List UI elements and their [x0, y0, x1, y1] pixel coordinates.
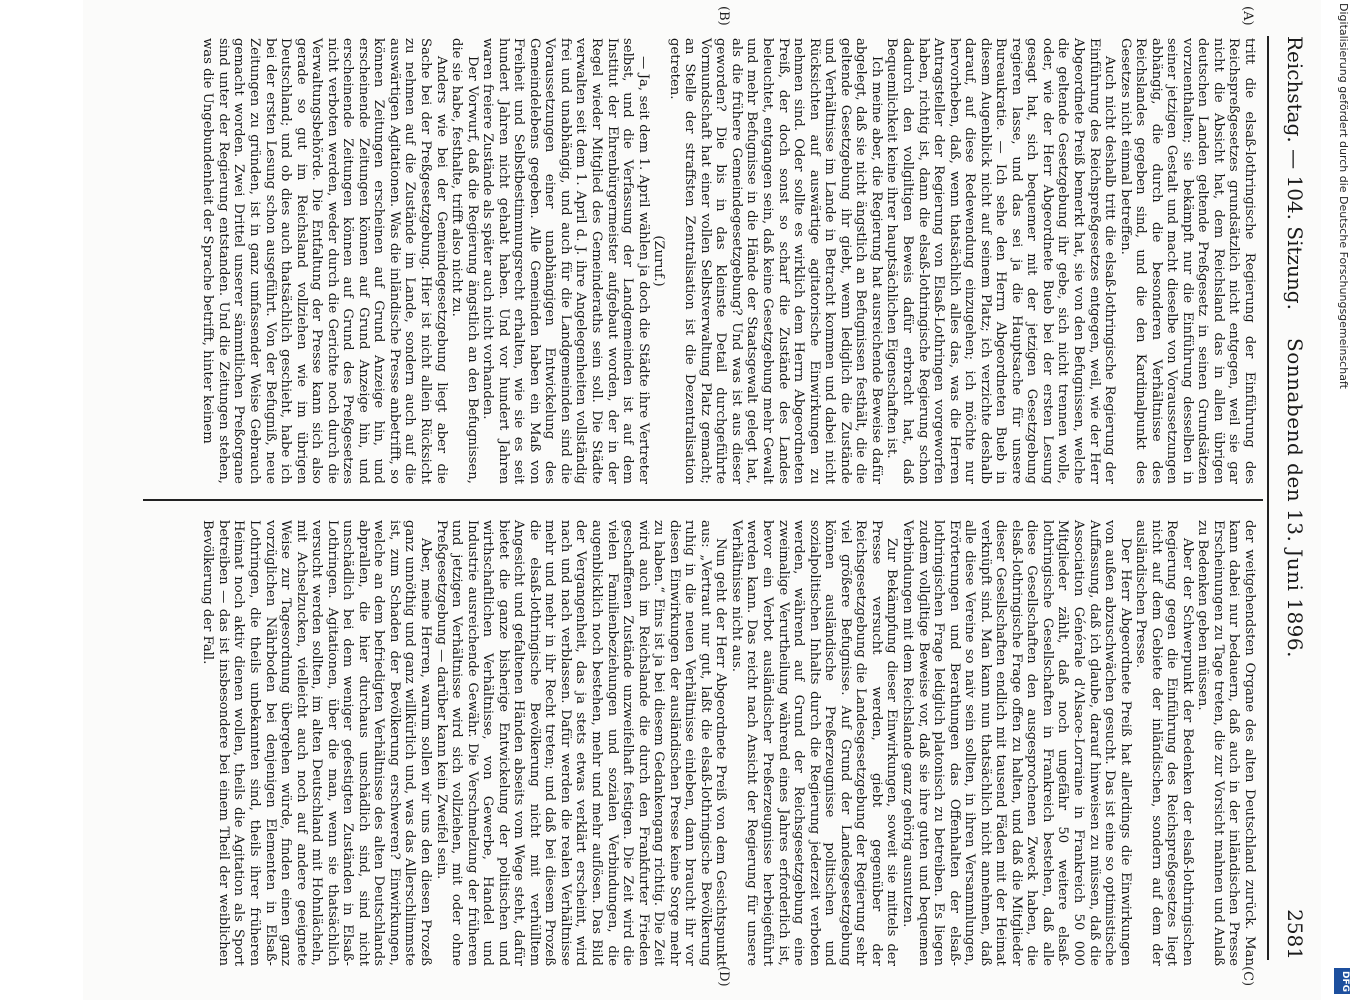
right-column: [200, 520, 1257, 966]
interjection: (Zuruf.): [651, 235, 667, 287]
paragraph: der weitgehendsten Organe des alten Deutschland zurück. Man kann dabei nur bedauern, daß auch in der inländischen Presse Erscheinungen zu Tage treten, die zur Vorsicht mahnen und Anlaß zu Bedenken geben müssen.: [1195, 520, 1257, 966]
paragraph: — Ja, seit dem 1. April wählen ja doch die Städte ihre Vertreter selbst, und die Verfassung der Landgemeinden ist auf dem Institut der Ehrenbürgermeister aufgebaut worden, der in der Regel wieder Mitglied des Gemeinderaths sein soll. Die Städte verwalten seit dem 1. April d. J. ihre Angelegenheiten vollständig frei und unabhängig, und auch für die Landgemeinden sind die Voraussetzungen einer unabhängigen Entwickelung des Gemeindelebens gegeben. Alle Gemeinden haben ein Maß von Freiheit und Selbstbestimmungsrecht erhalten, wie sie es seit hundert Jahren nicht gehabt haben. Und vor hundert Jahren waren freiere Zustände als später auch nicht vorhanden.: [480, 38, 651, 484]
paragraph: Aber, meine Herren, warum sollen wir uns den diesen Prozeß ganz unnöthig und ganz willkürlich und, was das Allerschlimmste ist, zum Schaden der Bevölkerung erschweren? Einwirkungen, welche an dem befriedigten Verhältnisse des alten Deutschlands abprallen, die hier durchaus unschädlich sind, sind nicht unschädlich bei dem weniger gefestigten Zuständen in Elsaß-Lothringen. Agitationen, über die man, wenn sie thatsächlich versucht werden sollten, im alten Deutschland mit Hohnlächeln, mit Achselzucken, vielleicht auch noch auf andere geeignete Weise zur Tagesordnung übergehen würde, finden einen ganz vorzüglichen Nährboden bei denjenigen Elementen in Elsaß-Lothringen, die theils unbekannten sind, theils ihrer früheren Heimat noch aktiv dienen wollen, theils die Agitation als Sport betreiben — das ist insbesondere bei einem Theil der weiblichen Bevölkerung der Fall.: [200, 520, 434, 966]
margin-mark-c: (C): [1240, 966, 1255, 987]
paragraph: Ich meine aber, die Regierung hat ausreichende Beweise dafür abgelegt, daß sie nicht ängstlich an Befugnissen festhält, die die geltende Gesetzgebung ihr giebt, wenn lediglich die Zustände und Verhältnisse im Lande in Betracht kommen und dabei nicht Rücksichten auf auswärtige agitatorische Einwirkungen zu nehmen sind. Oder sollte es wirklich dem Herrn Abgeordneten Preiß, der doch sonst so scharf die Zustände des Landes beleuchtet, entgangen sein, daß keine Gesetzgebung mehr Gewalt und mehr Befugnisse in die Hände der Staatsgewalt gelegt hat, als die frühere Gemeindegesetzgebung? Und was ist aus dieser geworden? Die bis in das kleinste Detail durchgeführte Vormundschaft hat einer vollen Selbstverwaltung Platz gemacht; an Stelle der straffsten Zentralisation ist die Dezentralisation getreten.: [666, 38, 884, 484]
dfg-logo-text: DFG: [1340, 971, 1350, 993]
margin-mark-a: (A): [1240, 6, 1255, 26]
paragraph: Nun geht der Herr Abgeordnete Preiß von dem Gesichtspunkt aus: „Vertraut nur gut, laßt die elsaß-lothringische Bevölkerung ruhig in die neuen Verhältnisse einleben, dann braucht ihr vor diesen Einwirkungen der ausländischen Presse keine Sorge mehr zu haben.“ Eins ist ja bei diesem Gedankengang richtig. Die Zeit wird auch im Reichslande die durch den Frankfurter Frieden geschaffenen Zustände unzweifelhaft festigen. Die Zeit wird die vielen Familienbeziehungen und sozialen Verbindungen, die augenblicklich noch bestehen, mehr und mehr auflösen. Das Bild der Vergangenheit, das ja stets etwas verklärt erscheint, wird nach und nach verblassen. Dafür werden die realen Verhältnisse mehr und mehr in ihr Recht treten; und daß bei diesem Prozeß die elsaß-lothringische Bevölkerung nicht mit verhülltem Angesicht und gefaltenen Händen abseits vom Wege steht, dafür bietet die ganze bisherige Entwickelung der politischen und wirthschaftlichen Verhältnisse, von Gewerbe, Handel und Industrie ausreichende Gewähr. Die Verschmelzung der früheren und jetzigen Verhältnisse wird sich vollziehen, mit oder ohne Preßgesetzgebung — darüber kann kein Zweifel sein.: [433, 520, 729, 966]
paragraph: Anders wie bei der Gemeindegesetzgebung liegt aber die Sache bei der Preßgesetzgebung. Hier ist nicht allein Rücksicht zu nehmen auf die Zustände im Lande, sondern auch auf die auswärtigen Agitationen. Was die inländische Presse anbetrifft, so können Zeitungen erscheinen auf Grund Anzeige hin, und erscheinende Zeitungen können auf Grund Anzeige hin, und erscheinende Zeitungen können auf Grund des Preßgesetzes nicht verboten werden, weder durch die Gerichte noch durch die Verwaltungsbehörde. Die Entfaltung der Presse kann sich also gerade so gut im Reichsland vollziehen wie im übrigen Deutschland; und ob dies auch thatsächlich geschieht, habe ich bei der ersten Lesung schon ausgeführt. Von der Befugniß, neue Zeitungen zu gründen, ist in ganz umfassender Weise Gebrauch gemacht worden. Zwei Drittel unserer sämmtlichen Preßorgane sind unter der Regierung entstanden. Und die Zeitungen stehen, was die Ungebundenheit der Sprache betrifft, hinter keinem: [200, 38, 449, 484]
digitization-credit-text: Digitalisierung gefördert durch die Deutsche Forschungsgemeinschaft: [1337, 3, 1350, 389]
paragraph: Der Vorwurf, daß die Regierung ängstlich an den Befugnissen, die sie habe, festhalte, trifft also nicht zu.: [449, 38, 480, 484]
header-date: Sonnabend den 13. Juni 1896.: [1283, 338, 1307, 658]
margin-mark-b: (B): [716, 6, 731, 26]
paragraph: Zur Bekämpfung dieser Einwirkungen, soweit sie mittels der Presse versucht werden, giebt gegenüber der Reichsgesetzgebung die Landesgesetzgebung der Regierung sehr viel größere Befugnisse. Auf Grund der Landesgesetzgebung können ausländische Preßerzeugnisse politischen und sozialpolitischen Inhalts durch die Regierung jederzeit verboten werden, während auf Grund der Reichsgesetzgebung eine zweimalige Verurtheilung während eines Jahres erforderlich ist, bevor ein Verbot ausländischer Preßerzeugnisse herbeigeführt werden kann. Das reicht nach Ansicht der Regierung für unsere Verhältnisse nicht aus.: [728, 520, 900, 966]
paragraph: Der Herr Abgeordnete Preiß hat allerdings die Einwirkungen von außen abzuschwächen gesucht. Das ist eine so optimistische Auffassung, daß ich glaube, darauf hinweisen zu müssen, daß die Association Générale d'Alsace-Lorraine in Frankreich 50 000 Mitglieder zählt, daß noch ungefähr 50 weitere elsaß-lothringische Gesellschaften in Frankreich bestehen, daß alle diese Gesellschaften den ausgesprochenen Zweck haben, die elsaß-lothringische Frage offen zu halten, und daß die Mitglieder dieser Gesellschaften endlich mit tausend Fäden mit der Heimat verknüpft sind. Man kann nun thatsächlich nicht annehmen, daß alle diese Vereine so naiv sein sollten, in ihren Versammlungen, Erörterungen und Berathungen das Offenhalten der elsaß-lothringischen Frage lediglich platonisch zu betreiben. Es liegen zudem vollgiltige Beweise vor, daß sie ihre guten und bequemen Verbindungen mit dem Reichslande ganz gehörig ausnutzen.: [899, 520, 1133, 966]
dfg-logo-icon: [1334, 968, 1350, 994]
margin-mark-d: (D): [716, 966, 731, 987]
left-column: [200, 38, 1257, 484]
scanned-newspaper-page: [83, 0, 1321, 1000]
paragraph: Auch nicht deshalb tritt die elsaß-lothringische Regierung der Einführung des Reichspreßgesetzes entgegen, weil, wie der Herr Abgeordnete Preiß bemerkt hat, sie von den Befugnissen, welche die geltende Gesetzgebung ihr gebe, sich nicht trennen wolle, oder, wie der Herr Abgeordnete Bueb bei der ersten Lesung gesagt hat, sich bequemer mit der jetzigen Gesetzgebung regieren lasse, und das sei ja die Hauptsache für unsere Bureaukratie. — Ich sehe den Herrn Abgeordneten Bueb in diesem Augenblick nicht auf seinem Platz; ich verzichte deshalb darauf, auf diese Redewendung einzugehen; ich möchte nur hervorheben, daß, wenn thatsächlich alles das, was die Herren Antragsteller der Regierung von Elsaß-Lothringen vorgeworfen haben, richtig ist, dann die elsaß-lothringische Regierung schon dadurch den vollgiltigen Beweis dafür erbracht hat, daß Bequemlichkeit keine ihrer hauptsächlichen Eigenschaften ist.: [884, 38, 1118, 484]
header-rule: [1267, 36, 1269, 960]
header-page-number: 2581: [1283, 909, 1307, 960]
paragraph: Aber der Schwerpunkt der Bedenken der elsaß-lothringischen Regierung gegen die Einführung des Reichspreßgesetzes liegt nicht auf dem Gebiete der inländischen, sondern auf dem der ausländischen Presse.: [1133, 520, 1195, 966]
column-divider: [143, 499, 1263, 501]
digitization-credit: [1334, 3, 1350, 993]
header-session-title: Reichstag. — 104. Sitzung.: [1283, 36, 1307, 310]
page-header: [1273, 36, 1313, 960]
paragraph: tritt die elsaß-lothringische Regierung der Einführung des Reichspreßgesetzes grundsätzlich nicht entgegen, weil sie gar nicht die Absicht hat, dem Reichsland das in allen übrigen deutschen Landen geltende Preßgesetz in seinen Grundsätzen vorzuenthalten; sie bekämpft nur die Einführung desselben in seiner jetzigen Gestalt und macht dieselbe von Voraussetzungen abhängig, die durch die besonderen Verhältnisse des Reichslandes gegeben sind, und die den Kardinalpunkt des Gesetzes nicht einmal betreffen.: [1117, 38, 1257, 484]
